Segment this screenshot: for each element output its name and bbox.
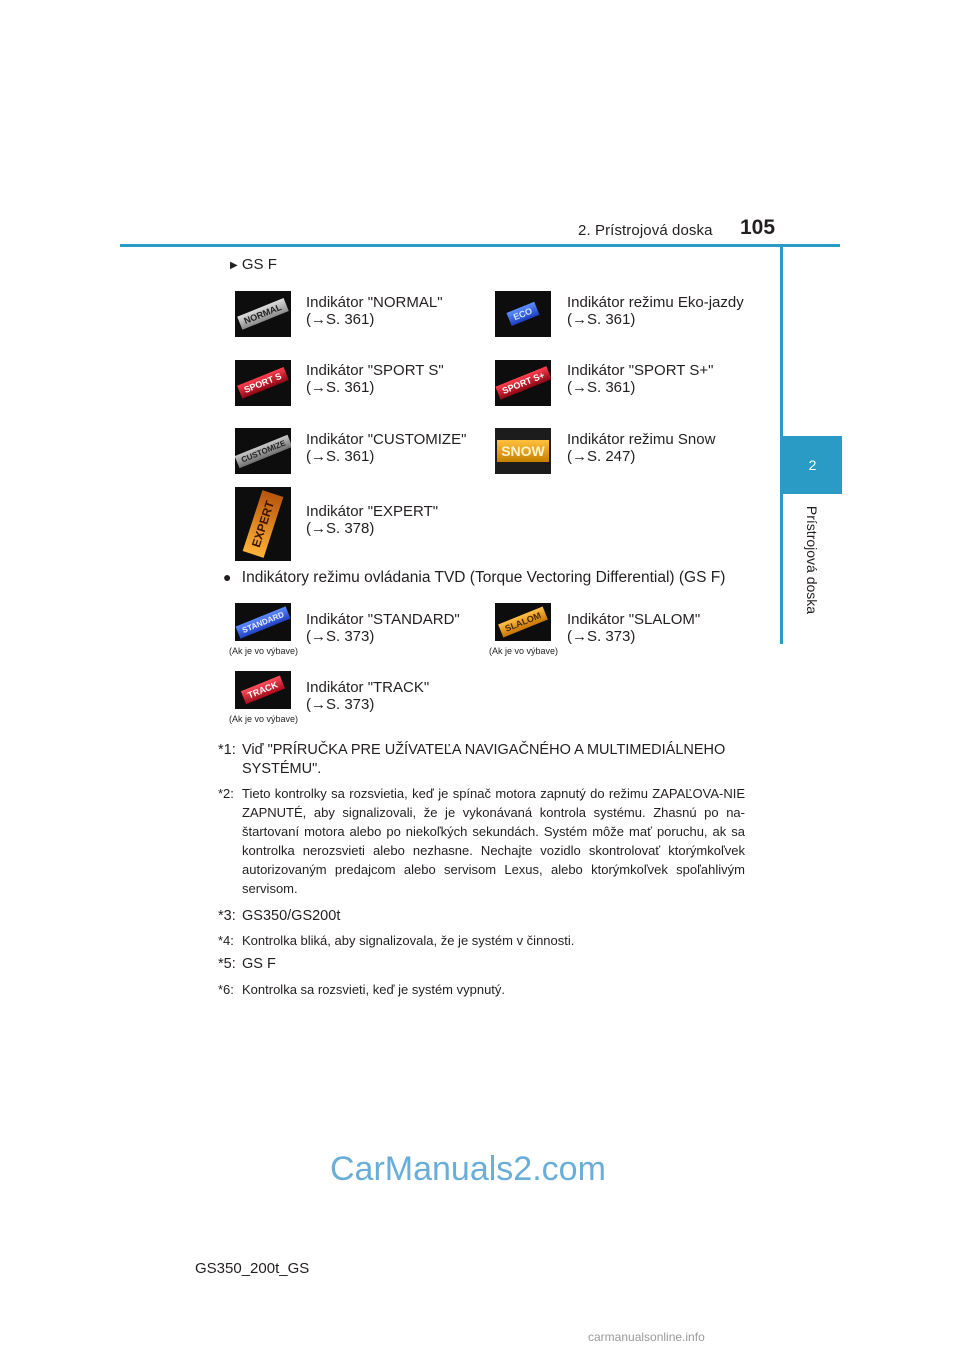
footnote-text: Kontrolka sa rozsvieti, keď je systém vypnutý.	[242, 982, 506, 997]
optional-caption: (Ak je vo výbave)	[489, 646, 559, 656]
indicator-snow-label: Indikátor režimu Snow (→S. 247)	[567, 431, 716, 465]
footnote-mark: *5:	[218, 956, 236, 972]
section-title: 2. Prístrojová doska	[578, 222, 713, 239]
indicator-sport-s-label: Indikátor "SPORT S" (→S. 361)	[306, 362, 444, 396]
footnote-text: GS350/GS200t	[242, 908, 341, 924]
footnote-5	[218, 955, 745, 974]
chapter-label: Prístrojová doska	[804, 505, 820, 615]
snow-indicator-icon: SNOW	[495, 428, 551, 474]
footnote-3	[218, 907, 745, 926]
footnote-mark: *4:	[218, 933, 234, 948]
footnote-mark: *2:	[218, 786, 234, 801]
tvd-heading: ● Indikátory režimu ovládania TVD (Torque Vectoring Differential) (GS F)	[223, 569, 726, 586]
footnote-text: Viď "PRÍRUČKA PRE UŽÍVATEĽA NAVIGAČNÉHO A MULTIMEDIÁLNEHO SYSTÉMU".	[242, 742, 726, 777]
optional-caption: (Ak je vo výbave)	[229, 646, 299, 656]
indicator-sport-s-plus-label: Indikátor "SPORT S+" (→S. 361)	[567, 362, 714, 396]
eco-indicator-icon: ECO	[495, 291, 551, 337]
footnote-text: Tieto kontrolky sa rozsvietia, keď je spínač motora zapnutý do režimu ZAPAĽOVA-NIE ZAPNUTÉ, aby signalizovali, že je vykonávaná kontrola systému. Zhasnú po na-štartovaní motora alebo po niekoľkých sekundách. Systém môže mať poruchu, ak sa kontrolka nerozsvieti alebo nezhasne. Nechajte vozidlo skontrolovať ktorýmkoľvek autorizovaným predajcom alebo servisom Lexus, alebo ktorýmkoľvek spoľahlivým servisom.	[242, 786, 745, 896]
indicator-track-label: Indikátor "TRACK" (→S. 373)	[306, 679, 430, 713]
normal-indicator-icon: NORMAL	[235, 291, 291, 337]
footnote-6	[218, 980, 745, 999]
sport-s-indicator-icon: SPORT S	[235, 360, 291, 406]
footnote-mark: *1:	[218, 742, 236, 758]
footnote-mark: *6:	[218, 982, 234, 997]
indicator-expert-label: Indikátor "EXPERT" (→S. 378)	[306, 503, 439, 537]
watermark-site: carmanualsonline.info	[588, 1330, 705, 1344]
footnote-mark: *3:	[218, 908, 236, 924]
footnote-2	[218, 784, 745, 898]
triangle-bullet-icon: ▶	[230, 260, 238, 271]
optional-caption: (Ak je vo výbave)	[229, 714, 299, 724]
chapter-tab	[783, 436, 842, 494]
header-rule	[120, 244, 840, 247]
watermark-logo: CarManuals2.com	[330, 1150, 606, 1188]
bullet-icon: ●	[223, 569, 232, 585]
expert-indicator-icon: EXPERT	[235, 487, 291, 561]
standard-indicator-icon: STANDARD	[235, 603, 291, 641]
track-indicator-icon: TRACK	[235, 671, 291, 709]
chapter-number: 2	[808, 457, 817, 473]
footnote-4	[218, 931, 745, 950]
model-code: GS350_200t_GS	[195, 1260, 310, 1277]
indicator-standard-label: Indikátor "STANDARD" (→S. 373)	[306, 611, 460, 645]
indicator-normal-label: Indikátor "NORMAL" (→S. 361)	[306, 294, 443, 328]
page-number: 105	[740, 216, 776, 239]
indicator-customize-label: Indikátor "CUSTOMIZE" (→S. 361)	[306, 431, 467, 465]
footnote-text: GS F	[242, 956, 276, 972]
slalom-indicator-icon: SLALOM	[495, 603, 551, 641]
footnote-text: Kontrolka bliká, aby signalizovala, že je systém v činnosti.	[242, 933, 575, 948]
footnote-1	[218, 741, 745, 779]
indicator-eco-label: Indikátor režimu Eko-jazdy (→S. 361)	[567, 294, 744, 328]
sport-s-plus-indicator-icon: SPORT S+	[495, 360, 551, 406]
indicator-slalom-label: Indikátor "SLALOM" (→S. 373)	[567, 611, 701, 645]
customize-indicator-icon: CUSTOMIZE	[235, 428, 291, 474]
gsf-label: ▶ GS F	[230, 256, 277, 273]
